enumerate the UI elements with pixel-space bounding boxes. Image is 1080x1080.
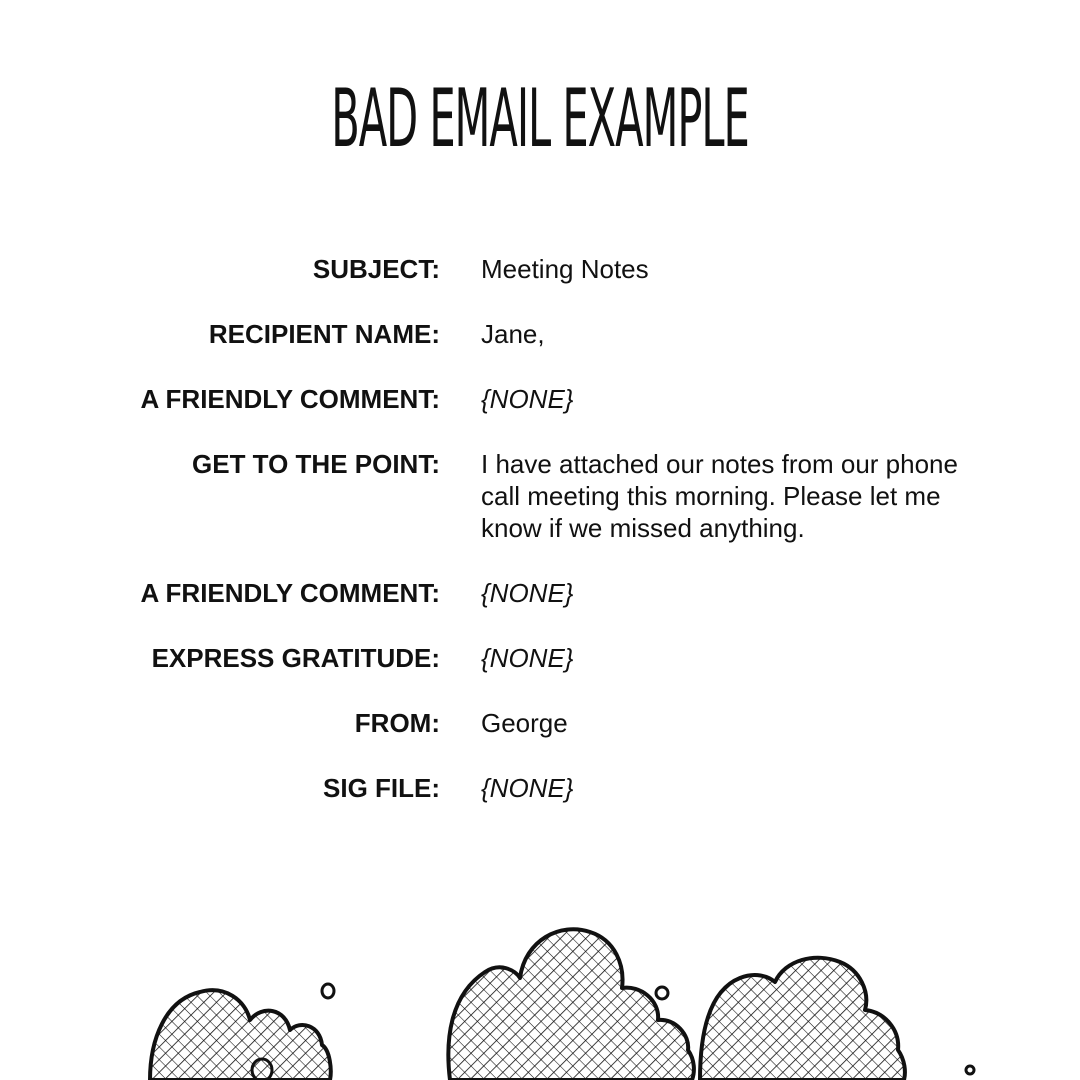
cloud-illustration [0, 900, 1080, 1080]
field-label: SUBJECT: [312, 254, 440, 284]
cloud-right [700, 958, 905, 1080]
field-value: {NONE} [481, 578, 574, 608]
field-value: I have attached our notes from our phone call meeting this morning. Please let me know if we missed anything. [481, 449, 958, 543]
page-title: BAD EMAIL EXAMPLE [331, 72, 749, 165]
field-value: {NONE} [481, 773, 574, 803]
field-value: Meeting Notes [481, 254, 649, 284]
cloud-left [150, 990, 331, 1080]
field-label: SIG FILE: [323, 773, 440, 803]
field-value: {NONE} [481, 643, 574, 673]
field-label: GET TO THE POINT: [192, 449, 440, 479]
field-label: RECIPIENT NAME: [208, 319, 440, 349]
field-label: EXPRESS GRATITUDE: [151, 643, 440, 673]
field-label: FROM: [354, 708, 440, 738]
field-label: A FRIENDLY COMMENT: [140, 578, 440, 608]
field-value: George [481, 708, 568, 738]
field-value: {NONE} [481, 384, 574, 414]
cloud-center [448, 929, 694, 1080]
field-value: Jane, [481, 319, 545, 349]
field-label: A FRIENDLY COMMENT: [140, 384, 440, 414]
